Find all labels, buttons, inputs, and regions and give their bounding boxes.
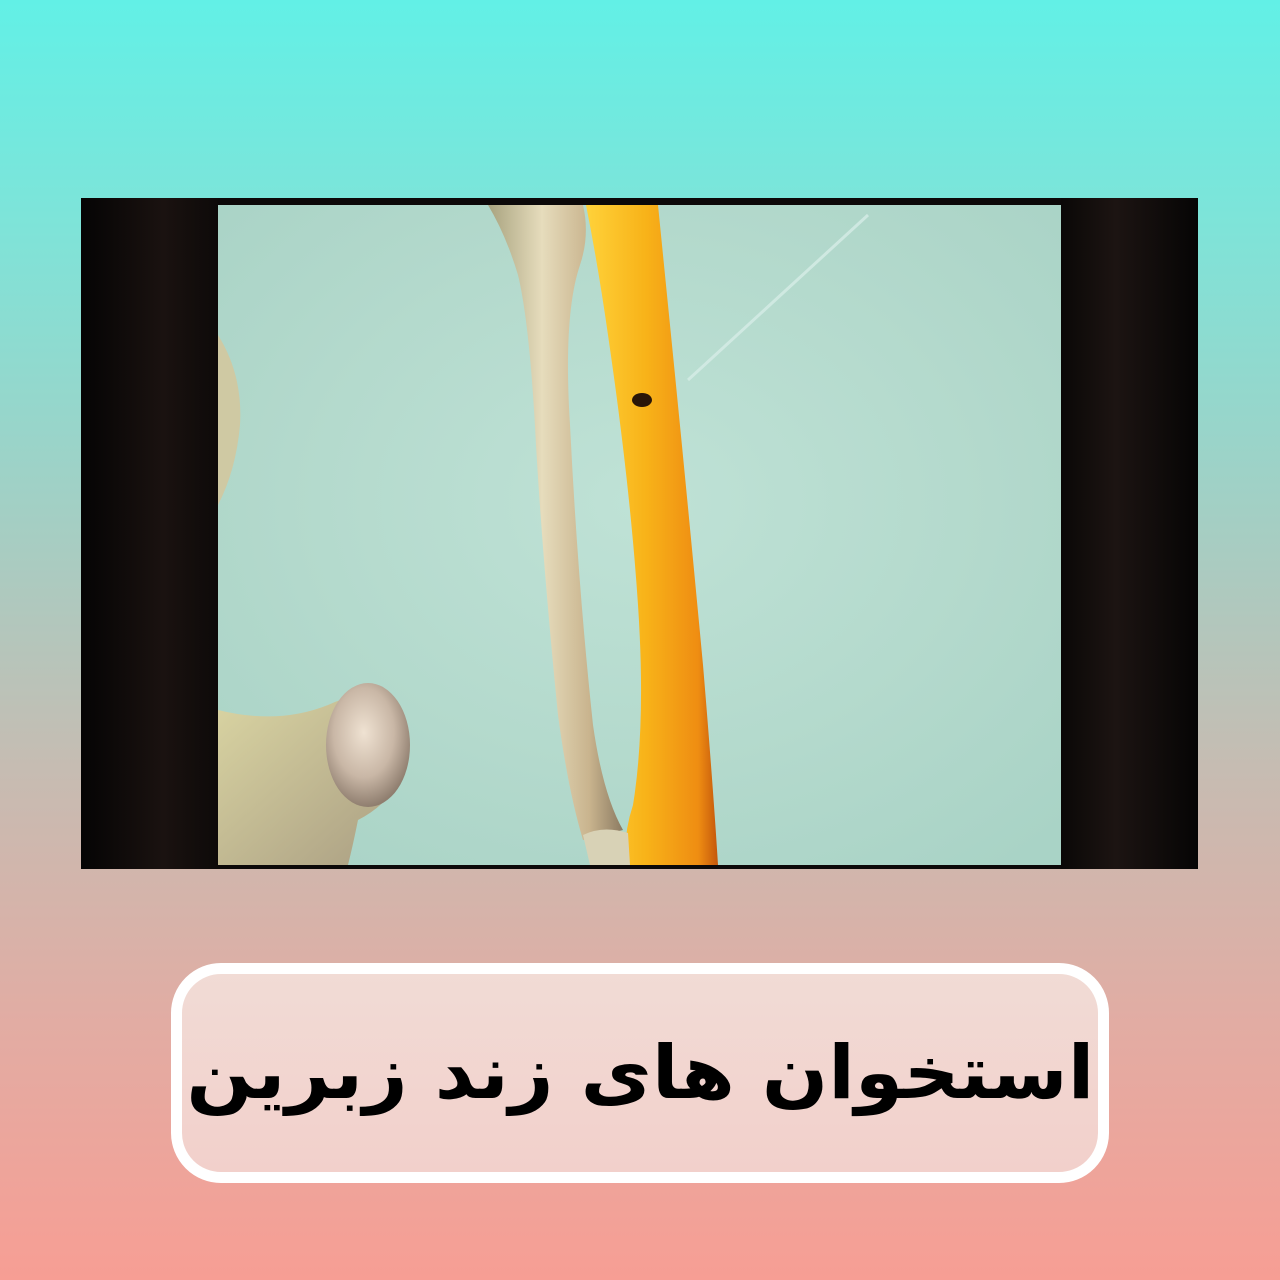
- caption-box: [171, 963, 1109, 1183]
- video-frame: [81, 198, 1198, 869]
- caption-title: استخوان های زند زبرین: [186, 1030, 1094, 1116]
- bone-knob: [326, 683, 410, 807]
- forearm-bones-image: [218, 205, 1061, 865]
- foramen-dot: [632, 393, 652, 407]
